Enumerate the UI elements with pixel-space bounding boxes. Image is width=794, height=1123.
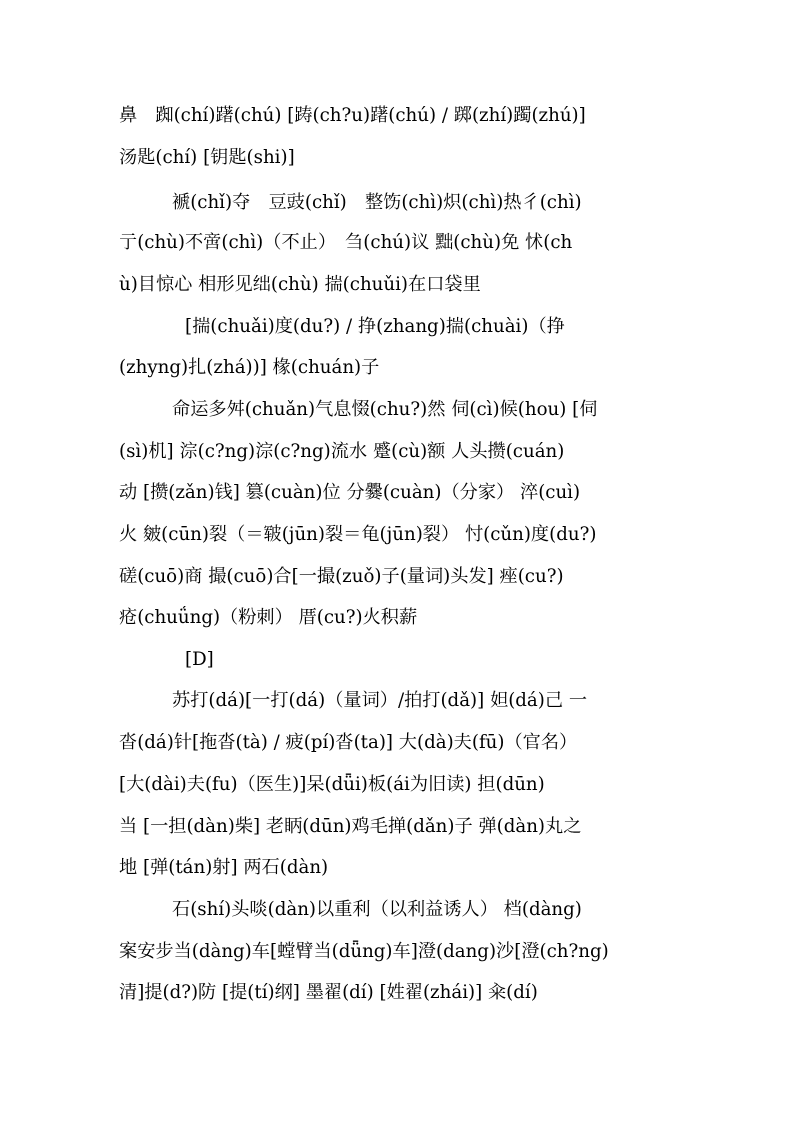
text-line: 鼻 踟(chí)躇(chú) [踌(ch?u)躇(chú) / 踯(zhí)躅(zhú)]: [119, 105, 586, 126]
text-line: 沓(dá)针[拖沓(tà) / 疲(pí)沓(ta)] 大(dà)夫(fū)（官名）: [119, 732, 578, 753]
text-line: [揣(chuǎi)度(du?) / 挣(zhang)揣(chuài)（挣: [185, 316, 565, 337]
section-heading: [D]: [185, 649, 214, 670]
text-line: 案安步当(dàng)车[螳臂当(dǖng)车]澄(dang)沙[澄(ch?ng): [119, 941, 609, 962]
text-line: 石(shí)头啖(dàn)以重利（以利益诱人） 档(dàng): [172, 899, 582, 920]
text-line: 地 [弹(tán)射] 两石(dàn): [119, 857, 329, 878]
text-line: 命运多舛(chuǎn)气息惙(chu?)然 伺(cì)候(hou) [伺: [172, 399, 598, 420]
text-line: 疮(chuǘng)（粉刺） 厝(cu?)火积薪: [119, 607, 418, 628]
text-line: 火 皴(cūn)裂（＝皲(jūn)裂＝龟(jūn)裂） 忖(cǔn)度(du?): [119, 524, 597, 545]
text-line: 苏打(dá)[一打(dá)（量词）/拍打(dǎ)] 妲(dá)己 一: [172, 690, 588, 711]
text-line: (zhyng)扎(zhá))] 椽(chuán)子: [119, 357, 380, 378]
text-line: 汤匙(chí) [钥匙(shi)]: [119, 147, 295, 168]
text-line: 亍(chù)不啻(chì)（不止） 刍(chú)议 黜(chù)免 怵(ch: [119, 232, 573, 253]
text-line: ù)目惊心 相形见绌(chù) 揣(chuǔi)在口袋里: [119, 274, 481, 295]
text-line: 磋(cuō)商 撮(cuō)合[一撮(zuǒ)子(量词)头发] 痤(cu?): [119, 566, 564, 587]
text-line: 当 [一担(dàn)柴] 老眪(dūn)鸡毛掸(dǎn)子 弹(dàn)丸之: [119, 816, 582, 837]
text-line: 清]提(d?)防 [提(tí)纲] 墨翟(dí) [姓翟(zhái)] 籴(dí): [119, 982, 538, 1003]
text-line: 动 [攒(zǎn)钱] 篡(cuàn)位 分爨(cuàn)（分家） 淬(cuì): [119, 482, 581, 503]
text-line: (sì)机] 淙(c?ng)淙(c?ng)流水 蹙(cù)额 人头攒(cuán): [119, 441, 565, 462]
text-line: [大(dài)夫(fu)（医生)]呆(dǖi)板(ái为旧读) 担(dūn): [119, 774, 545, 795]
text-line: 褫(chǐ)夺 豆豉(chǐ) 整饬(chì)炽(chì)热彳(chì): [172, 192, 582, 213]
